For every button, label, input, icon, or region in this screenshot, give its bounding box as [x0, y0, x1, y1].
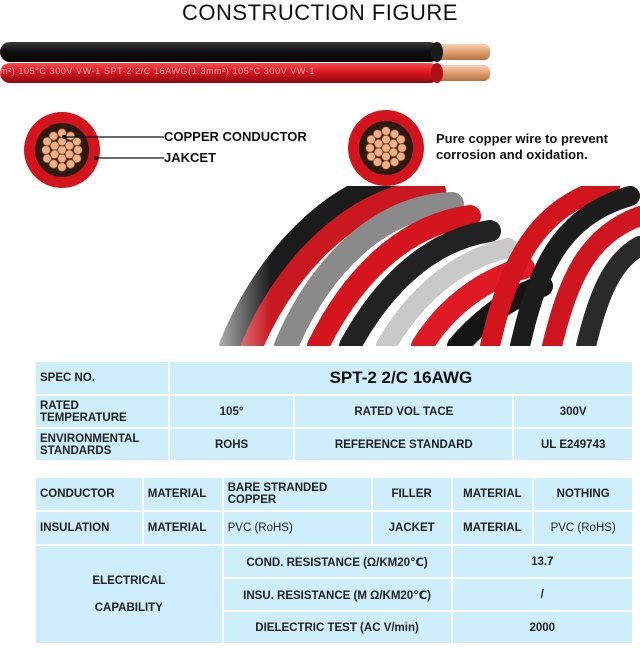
- insu-resistance-label: INSU. RESISTANCE (M Ω/KM20℃): [223, 578, 452, 611]
- insulation-material-label: MATERIAL: [143, 511, 223, 545]
- page-title: CONSTRUCTION FIGURE: [182, 0, 458, 25]
- filler-value: NOTHING: [533, 477, 633, 511]
- table-row: [35, 477, 633, 511]
- cable-coil-photo: [190, 186, 640, 346]
- label-leader-lines: [60, 128, 170, 168]
- insulation-label: INSULATION: [35, 511, 143, 545]
- jacket-value: PVC (RoHS): [533, 511, 633, 545]
- jacket-material-label: MATERIAL: [452, 511, 534, 545]
- jacket-table-label: JACKET: [372, 511, 452, 545]
- rated-temperature-value: 105°: [169, 395, 294, 428]
- cond-resistance-value: 13.7: [452, 545, 633, 578]
- reference-standard-value: UL E249743: [513, 428, 633, 461]
- spec-no-value: SPT-2 2/C 16AWG: [169, 361, 633, 395]
- dielectric-test-label: DIELECTRIC TEST (AC V/min): [223, 611, 452, 644]
- reference-standard-label: REFERENCE STANDARD: [294, 428, 513, 461]
- spec-no-label: SPEC NO.: [35, 361, 169, 395]
- black-wire: [0, 42, 440, 62]
- conductor-label: CONDUCTOR: [35, 477, 143, 511]
- material-table: [34, 476, 634, 645]
- conductor-material-label: MATERIAL: [143, 477, 223, 511]
- table-row: [35, 545, 633, 578]
- table-row: [35, 361, 633, 395]
- electrical-capability-label: ELECTRICAL CAPABILITY: [35, 545, 223, 644]
- cable-illustration: [0, 40, 640, 86]
- cable-print-text: m²) 105°C 300V VW-1 SPT-2 2/C 16AWG(1.3mm²) 105°C 300V VW-1: [0, 66, 316, 76]
- environmental-standards-value: ROHS: [169, 428, 294, 461]
- rated-voltage-value: 300V: [513, 395, 633, 428]
- rated-voltage-label: RATED VOL TACE: [294, 395, 513, 428]
- insulation-value: PVC (RoHS): [223, 511, 372, 545]
- copper-description: Pure copper wire to prevent corrosion and oxidation.: [436, 131, 608, 162]
- cond-resistance-label: COND. RESISTANCE (Ω/KM20℃): [223, 545, 452, 578]
- table-row: [35, 428, 633, 461]
- cross-section-right: [346, 108, 426, 188]
- jacket-label: JAKCET: [164, 150, 217, 165]
- filler-material-label: MATERIAL: [452, 477, 534, 511]
- insu-resistance-value: /: [452, 578, 633, 611]
- conductor-material-value: BARE STRANDED COPPER: [223, 477, 372, 511]
- filler-label: FILLER: [372, 477, 452, 511]
- dielectric-test-value: 2000: [452, 611, 633, 644]
- copper-conductor-label: COPPER CONDUCTOR: [164, 129, 307, 144]
- environmental-standards-label: ENVIRONMENTAL STANDARDS: [35, 428, 169, 461]
- table-row: [35, 395, 633, 428]
- spec-table: [34, 360, 634, 462]
- table-row: [35, 511, 633, 545]
- rated-temperature-label: RATED TEMPERATURE: [35, 395, 169, 428]
